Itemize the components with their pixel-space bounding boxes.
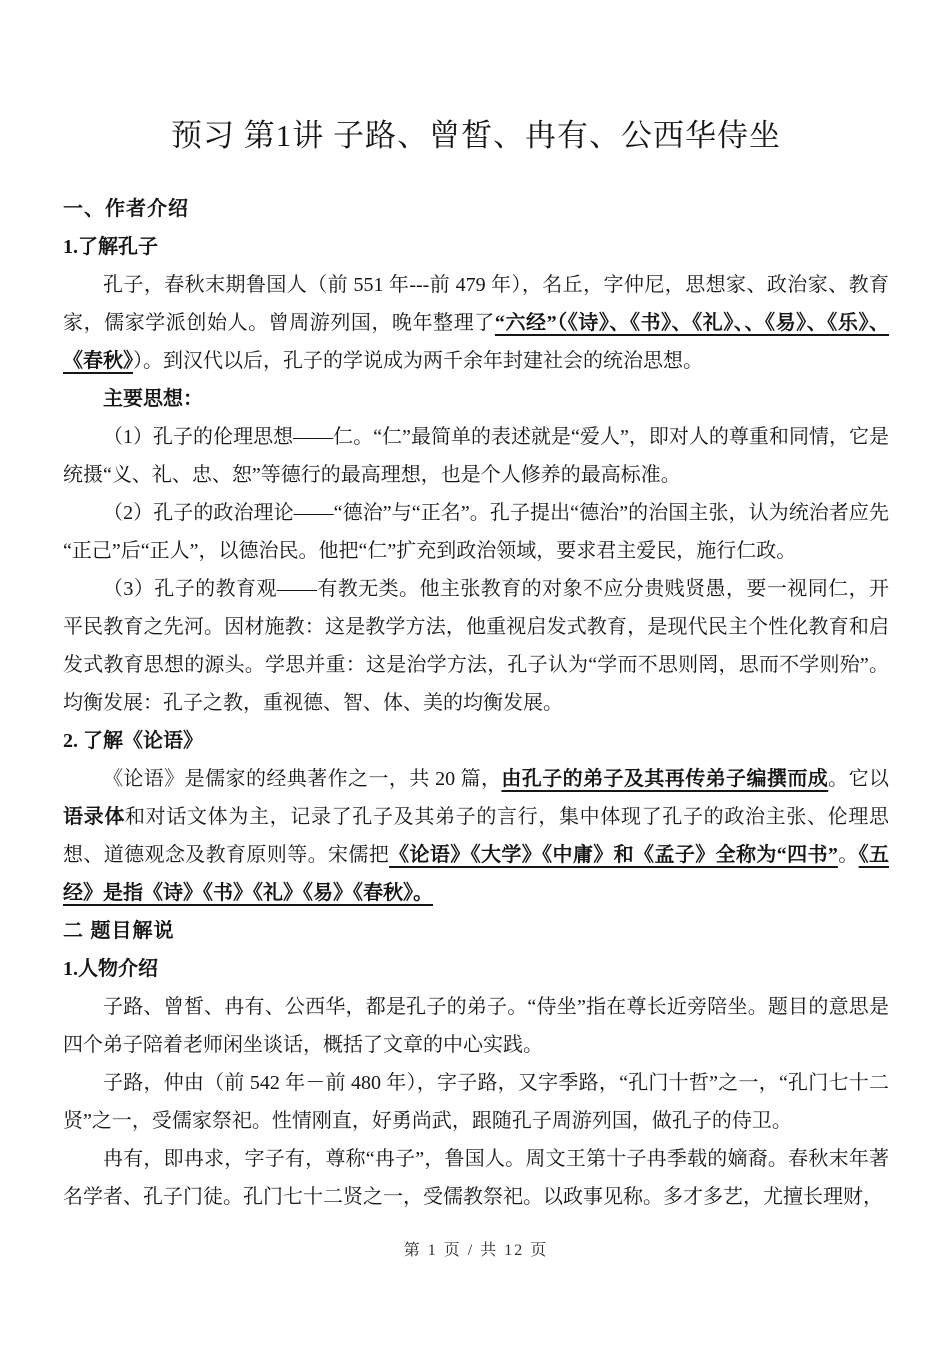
text-run: 1.了解孔子 [63, 236, 158, 258]
text-run: 《论语》《大学》《中庸》和《孟子》全称为“四书” [389, 844, 838, 866]
text-run: （1）孔子的伦理思想——仁。“仁”最简单的表述就是“爱人”，即对人的尊重和同情，它是统摄“义、礼、忠、恕”等德行的最高理想，也是个人修养的最高标准。 [63, 426, 889, 486]
text-run: 由孔子的弟子及其再传弟子编撰而成 [501, 768, 829, 790]
text-run: 1.人物介绍 [63, 958, 158, 980]
page-number-footer: 第 1 页 / 共 12 页 [403, 1242, 549, 1259]
text-run: ）。到汉代以后，孔子的学说成为两千余年封建社会的统治思想。 [133, 350, 703, 372]
sub-heading [63, 950, 889, 988]
paragraph [63, 760, 889, 912]
text-run: 和对话文体为主，记录了孔子及其弟子的言行，集中体现了孔子的政治主张、伦理思想、道德观念及教育原则等。宋儒把 [63, 806, 889, 866]
paragraph [63, 266, 889, 380]
sub-heading [63, 380, 889, 418]
paragraph [63, 494, 889, 570]
text-run: 《论语》是儒家的经典著作之一，共 20 篇， [103, 768, 502, 790]
sub-heading [63, 228, 889, 266]
document-body [63, 190, 889, 1216]
paragraph [63, 988, 889, 1064]
paragraph [63, 1064, 889, 1140]
text-run: 子路，仲由（前 542 年－前 480 年），字子路，又字季路，“孔门十哲”之一，“孔门七十二贤”之一，受儒家祭祀。性情刚直，好勇尚武，跟随孔子周游列国，做孔子的侍卫。 [63, 1072, 889, 1132]
text-run: 主要思想： [103, 388, 203, 410]
section-heading [63, 190, 889, 228]
text-run: （3）孔子的教育观——有教无类。他主张教育的对象不应分贵贱贤愚，要一视同仁，开平民教育之先河。因材施教：这是教学方法，他重视启发式教育，是现代民主个性化教育和启发式教育思想的源头。学思并重：这是治学方法，孔子认为“学而不思则罔，思而不学则殆”。均衡发展：孔子之教，重视德、智、体、美的均衡发展。 [63, 578, 889, 714]
text-run: 子路、曾皙、冉有、公西华，都是孔子的弟子。“侍坐”指在尊长近旁陪坐。题目的意思是四个弟子陪着老师闲坐谈话，概括了文章的中心实践。 [63, 996, 889, 1056]
text-run: 《五经》是指《诗》《书》《礼》《易》《春秋》。 [63, 844, 890, 904]
text-run: 一、作者介绍 [63, 198, 189, 220]
text-run: 冉有，即冉求，字子有，尊称“冉子”，鲁国人。周文王第十子冉季载的嫡裔。春秋末年著名学者、孔子门徒。孔门七十二贤之一，受儒教祭祀。以政事见称。多才多艺，尤擅长理财， [63, 1148, 889, 1208]
paragraph [63, 1140, 889, 1216]
text-run: 2. 了解《论语》 [63, 730, 203, 752]
text-run: 二 题目解说 [63, 920, 175, 942]
text-run: 。 [837, 844, 859, 866]
text-run: 语录体 [63, 806, 125, 828]
text-run: “六经”（《诗》、《书》、《礼》、、《易》、《乐》、《春秋》 [63, 312, 890, 372]
text-run: 孔子，春秋末期鲁国人（前 551 年---前 479 年），名丘，字仲尼，思想家、政治家、教育家，儒家学派创始人。曾周游列国，晚年整理了 [63, 274, 889, 334]
paragraph [63, 570, 889, 722]
text-run: 。它以 [828, 768, 890, 790]
paragraph [63, 418, 889, 494]
section-heading [63, 912, 889, 950]
sub-heading [63, 722, 889, 760]
text-run: （2）孔子的政治理论——“德治”与“正名”。孔子提出“德治”的治国主张，认为统治者应先“正己”后“正人”，以德治民。他把“仁”扩充到政治领域，要求君主爱民，施行仁政。 [63, 502, 889, 562]
document-title: 预习 第1讲 子路、曾皙、冉有、公西华侍坐 [171, 118, 781, 153]
